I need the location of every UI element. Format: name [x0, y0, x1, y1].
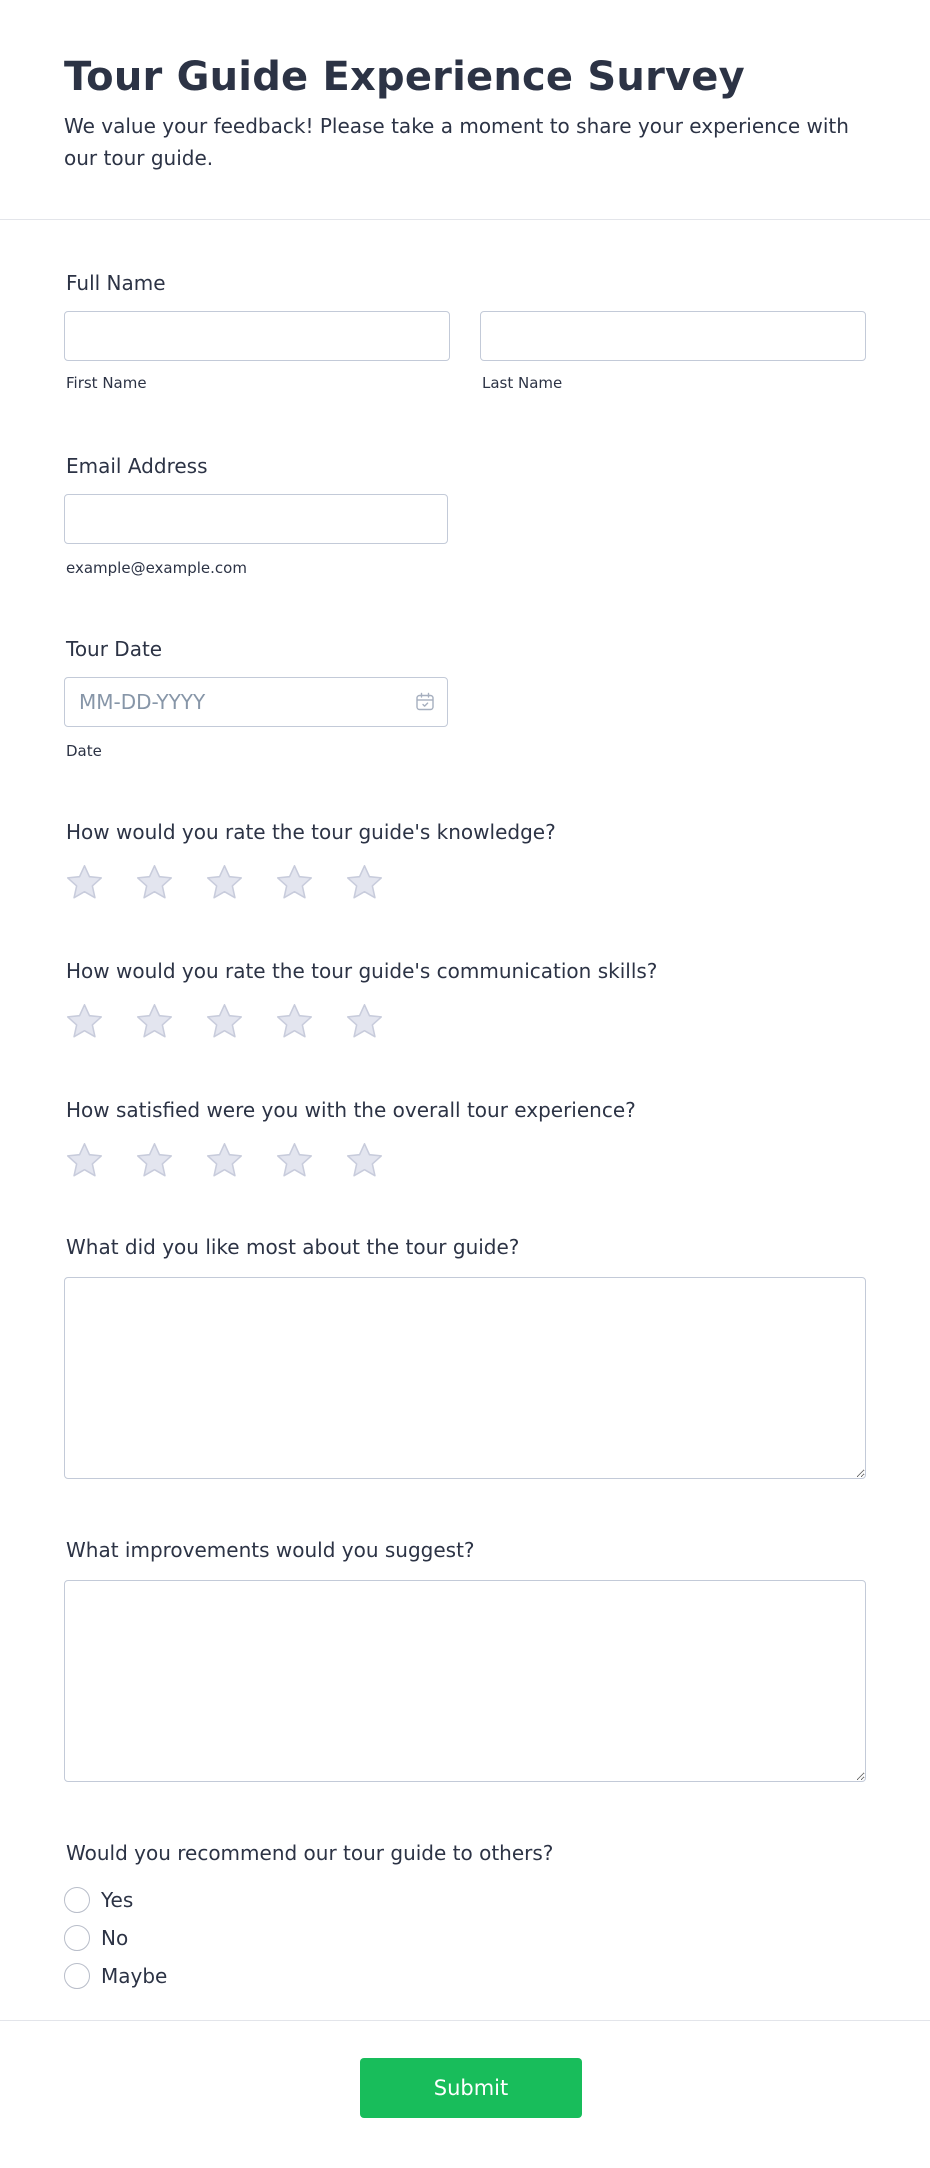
radio-option-no[interactable]: [64, 1919, 866, 1957]
radio-label: Yes: [101, 1888, 134, 1912]
star-rating: [64, 1140, 866, 1181]
tour-date-label: Tour Date: [66, 637, 163, 661]
star-icon[interactable]: [204, 1140, 245, 1181]
radio-option-yes[interactable]: [64, 1881, 866, 1919]
liked-most-label: What did you like most about the tour guide?: [66, 1235, 520, 1259]
form-footer: [0, 2020, 930, 2168]
tour-date-field: [64, 635, 866, 761]
recommend-radio-group: [64, 1881, 866, 1995]
calendar-icon[interactable]: [415, 692, 435, 712]
star-icon[interactable]: [204, 1001, 245, 1042]
form-subtitle: We value your feedback! Please take a moment to share your experience with our tour guide.: [64, 114, 849, 170]
knowledge-rating-field: [64, 818, 866, 903]
radio-button[interactable]: [64, 1925, 90, 1951]
star-icon[interactable]: [344, 862, 385, 903]
recommend-field: [64, 1839, 866, 1995]
email-label: Email Address: [66, 454, 208, 478]
communication-rating-field: [64, 957, 866, 1042]
star-icon[interactable]: [64, 862, 105, 903]
tour-date-sublabel: Date: [66, 742, 102, 760]
last-name-input[interactable]: [480, 311, 866, 361]
overall-satisfaction-rating-field: [64, 1096, 866, 1181]
star-icon[interactable]: [344, 1001, 385, 1042]
email-input[interactable]: [64, 494, 448, 544]
form-title: Tour Guide Experience Survey: [64, 54, 745, 100]
first-name-input[interactable]: [64, 311, 450, 361]
radio-button[interactable]: [64, 1963, 90, 1989]
star-icon[interactable]: [274, 862, 315, 903]
liked-most-textarea[interactable]: [64, 1277, 866, 1479]
rating-question: How satisfied were you with the overall tour experience?: [66, 1098, 636, 1122]
radio-option-maybe[interactable]: [64, 1957, 866, 1995]
email-field: [64, 452, 866, 578]
rating-question: How would you rate the tour guide's knowledge?: [66, 820, 556, 844]
star-icon[interactable]: [64, 1140, 105, 1181]
star-icon[interactable]: [134, 862, 175, 903]
star-icon[interactable]: [134, 1140, 175, 1181]
improvements-textarea[interactable]: [64, 1580, 866, 1782]
star-icon[interactable]: [344, 1140, 385, 1181]
recommend-label: Would you recommend our tour guide to others?: [66, 1841, 554, 1865]
improvements-field: [64, 1536, 866, 1782]
star-icon[interactable]: [134, 1001, 175, 1042]
improvements-label: What improvements would you suggest?: [66, 1538, 475, 1562]
last-name-sublabel: Last Name: [482, 374, 563, 392]
form-header: [0, 0, 930, 220]
full-name-label: Full Name: [66, 271, 166, 295]
star-icon[interactable]: [64, 1001, 105, 1042]
liked-most-field: [64, 1233, 866, 1479]
star-rating: [64, 1001, 866, 1042]
star-icon[interactable]: [274, 1001, 315, 1042]
email-sublabel: example@example.com: [66, 559, 247, 577]
star-icon[interactable]: [274, 1140, 315, 1181]
radio-button[interactable]: [64, 1887, 90, 1913]
star-icon[interactable]: [204, 862, 245, 903]
star-rating: [64, 862, 866, 903]
radio-label: No: [101, 1926, 129, 1950]
rating-question: How would you rate the tour guide's communication skills?: [66, 959, 658, 983]
radio-label: Maybe: [101, 1964, 168, 1988]
first-name-sublabel: First Name: [66, 374, 147, 392]
tour-date-input[interactable]: [64, 677, 448, 727]
full-name-field: [64, 269, 866, 393]
submit-button[interactable]: Submit: [360, 2058, 582, 2118]
